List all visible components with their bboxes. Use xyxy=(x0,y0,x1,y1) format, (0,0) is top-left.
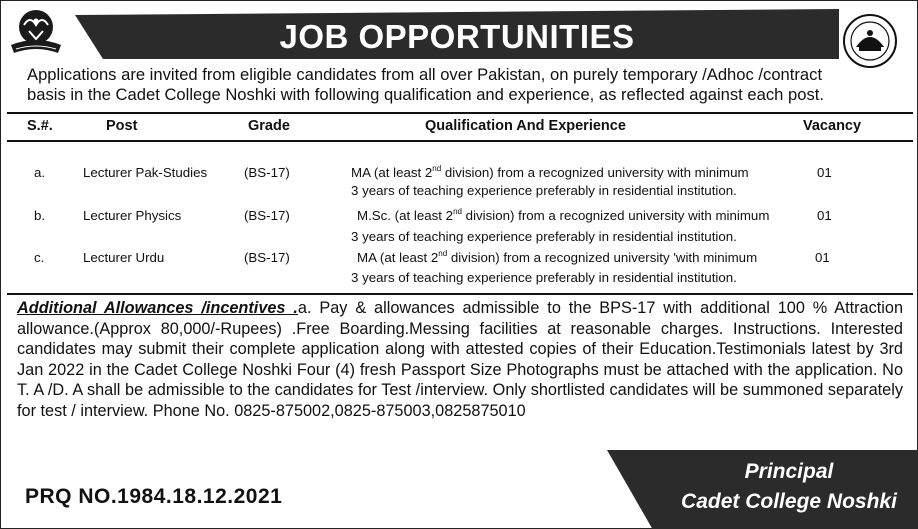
table-top-rule xyxy=(7,112,913,114)
header-grade: Grade xyxy=(248,118,290,134)
page-title: JOB OPPORTUNITIES xyxy=(279,18,635,55)
row-b-qualification-line2: 3 years of teaching experience preferably in residential institution. xyxy=(351,229,737,244)
college-crest-icon xyxy=(7,7,65,59)
row-c-post: Lecturer Urdu xyxy=(83,250,165,265)
row-c-sno: c. xyxy=(34,250,45,265)
row-c-grade: (BS-17) xyxy=(244,250,290,265)
header-vacancy: Vacancy xyxy=(803,118,862,134)
signatory-title: Principal xyxy=(744,460,834,483)
header-qualification: Qualification And Experience xyxy=(425,118,626,134)
additional-allowances-heading: Additional Allowances /incentives . xyxy=(17,299,298,317)
intro-line-2: basis in the Cadet College Noshki with following qualification and experience, as reflected against each post. xyxy=(27,85,824,104)
intro-line-1: Applications are invited from eligible candidates from all over Pakistan, on purely temporary /Adhoc /contract xyxy=(27,65,823,84)
signatory-org: Cadet College Noshki xyxy=(681,490,897,513)
row-c-qualification-line2: 3 years of teaching experience preferably in residential institution. xyxy=(351,270,737,285)
row-c-qualification-line1: MA (at least 2nd division) from a recognized university 'with minimum xyxy=(357,249,758,265)
row-b-qualification-line1: M.Sc. (at least 2nd division) from a recognized university with minimum xyxy=(357,207,770,223)
row-b-grade: (BS-17) xyxy=(244,208,290,223)
additional-allowances-body: a. Pay & allowances admissible to the BPS-17 with additional 100 % Attraction allowance.(Approx 80,000/-Rupees) .Free Boarding.Messing facilities at reasonable charges. Instructions. Interested candidates may submit their complete application along with attested copies of their Education.Testimonials latest by 3rd Jan 2022 in the Cadet College Noshki Four (4) fresh Passport Size Photographs must be attached with the application. No T. A /D. A shall be admissible to the candidates for Test /interview. Only shortlisted candidates will be summoned separately for test / interview. Phone No. 0825-875002,0825-875003,0825875010 xyxy=(17,299,904,420)
prq-number: PRQ NO.1984.18.12.2021 xyxy=(25,485,283,508)
table-header-rule xyxy=(7,140,913,142)
row-b-sno: b. xyxy=(34,208,46,223)
row-b-vacancy: 01 xyxy=(817,208,832,223)
row-a-post: Lecturer Pak-Studies xyxy=(83,165,208,180)
row-a-qualification-line2: 3 years of teaching experience preferably in residential institution. xyxy=(351,183,737,198)
college-seal-icon xyxy=(839,13,901,69)
title-banner-text-wrap xyxy=(75,9,839,59)
row-a-vacancy: 01 xyxy=(817,165,832,180)
header-sno: S.#. xyxy=(27,118,53,134)
row-b-post: Lecturer Physics xyxy=(83,208,182,223)
row-a-qualification-line1: MA (at least 2nd division) from a recognized university with minimum xyxy=(351,164,749,180)
additional-allowances-paragraph xyxy=(17,298,903,421)
table-bottom-rule xyxy=(7,293,913,295)
row-a-grade: (BS-17) xyxy=(244,165,290,180)
header-post: Post xyxy=(106,118,138,134)
row-a-sno: a. xyxy=(34,165,46,180)
intro-paragraph xyxy=(27,65,907,105)
row-c-vacancy: 01 xyxy=(815,250,830,265)
